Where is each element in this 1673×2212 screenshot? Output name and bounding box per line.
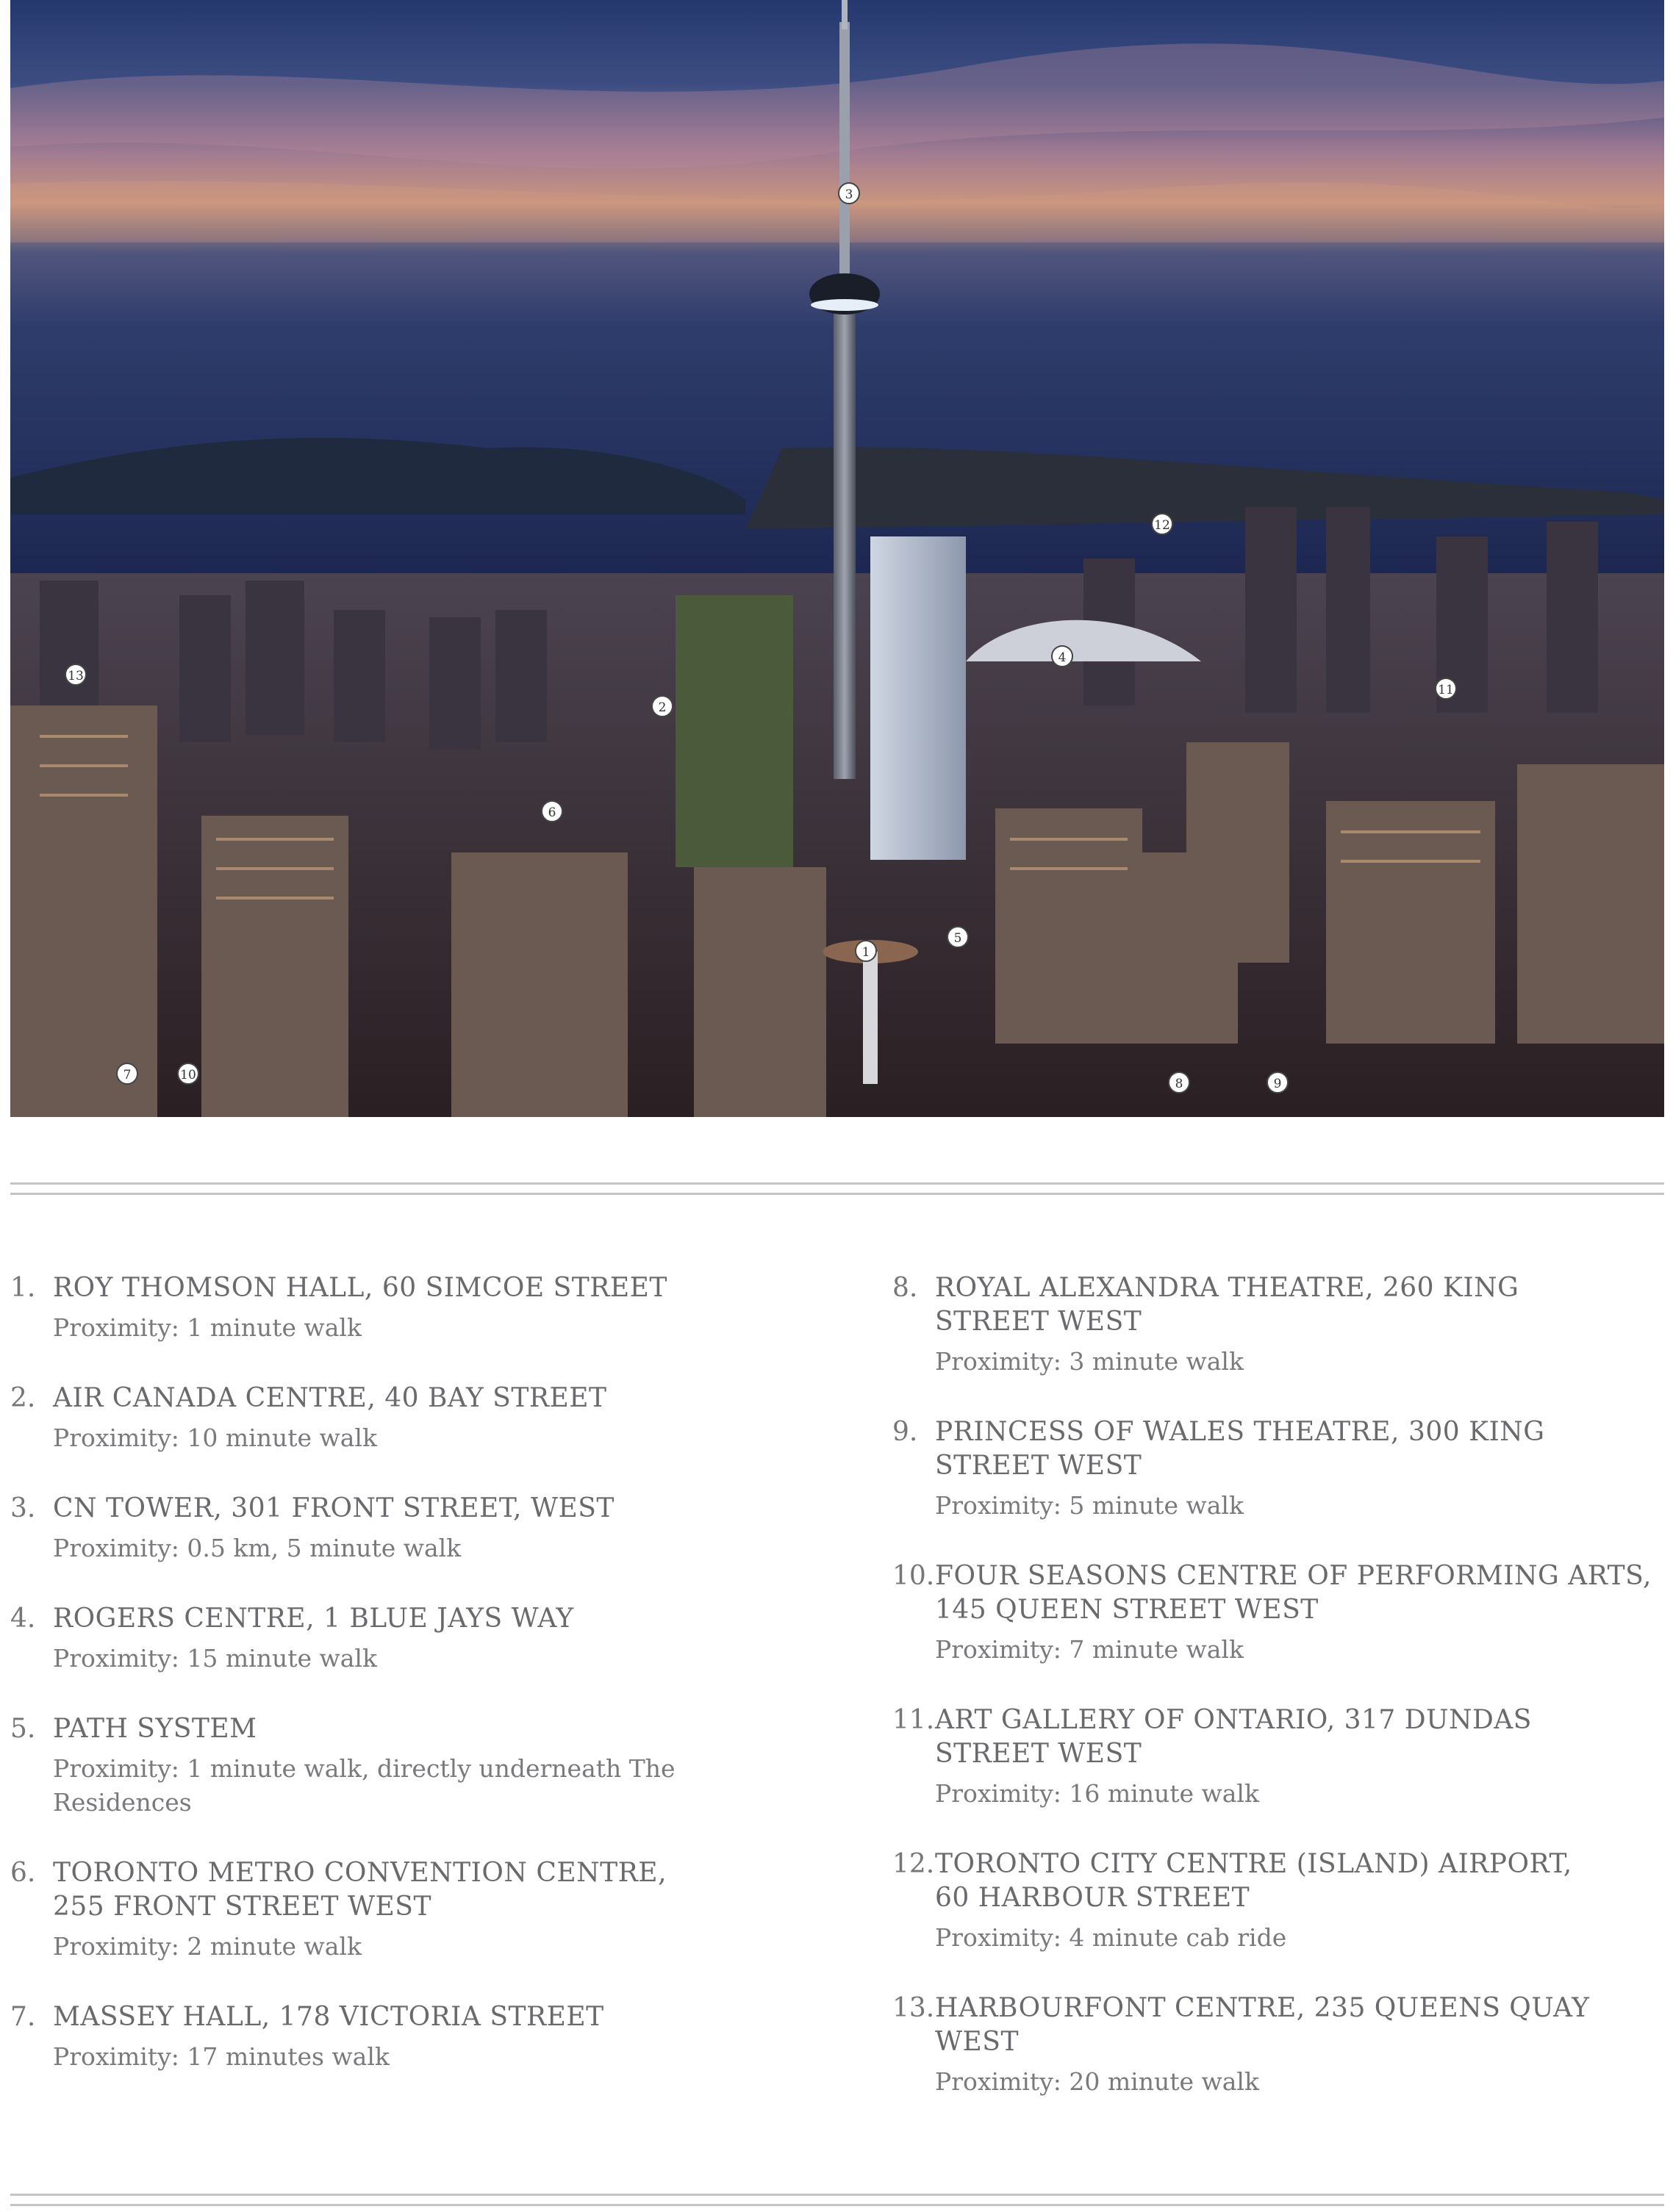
location-proximity: Proximity: 17 minutes walk bbox=[53, 2042, 390, 2071]
location-item-1 bbox=[10, 1271, 819, 1345]
location-item-9 bbox=[892, 1415, 1664, 1523]
map-marker-5: 5 bbox=[947, 926, 969, 948]
location-proximity: Proximity: 2 minute walk bbox=[53, 1932, 362, 1961]
location-number: 3. bbox=[10, 1493, 36, 1523]
skyline-photo bbox=[10, 0, 1664, 1117]
location-number: 7. bbox=[10, 2002, 36, 2032]
location-number: 10. bbox=[892, 1561, 935, 1591]
location-number: 12. bbox=[892, 1849, 935, 1879]
location-proximity: Proximity: 15 minute walk bbox=[53, 1644, 377, 1673]
map-marker-11: 11 bbox=[1435, 678, 1457, 700]
location-name: ROGERS CENTRE, 1 BLUE JAYS WAY bbox=[53, 1604, 574, 1634]
map-marker-7: 7 bbox=[116, 1063, 138, 1085]
location-name: ART GALLERY OF ONTARIO, 317 DUNDAS bbox=[935, 1705, 1532, 1735]
location-number: 4. bbox=[10, 1604, 36, 1634]
skyline-illustration bbox=[10, 0, 1664, 1117]
location-item-8 bbox=[892, 1271, 1664, 1379]
divider-bottom-1 bbox=[10, 2194, 1664, 2196]
location-item-6 bbox=[10, 1856, 819, 1964]
location-item-12 bbox=[892, 1847, 1664, 1955]
location-proximity: Proximity: 20 minute walk bbox=[935, 2067, 1259, 2096]
location-proximity: Proximity: 3 minute walk bbox=[935, 1347, 1244, 1376]
location-item-7 bbox=[10, 2000, 819, 2074]
map-marker-9: 9 bbox=[1267, 1071, 1289, 1094]
location-number: 6. bbox=[10, 1858, 36, 1888]
location-number: 5. bbox=[10, 1714, 36, 1744]
location-proximity: Proximity: 0.5 km, 5 minute walk bbox=[53, 1534, 462, 1562]
map-marker-8: 8 bbox=[1168, 1071, 1190, 1094]
location-item-11 bbox=[892, 1703, 1664, 1811]
divider-top-1 bbox=[10, 1182, 1664, 1185]
map-marker-1: 1 bbox=[855, 940, 877, 962]
location-name: MASSEY HALL, 178 VICTORIA STREET bbox=[53, 2002, 604, 2032]
divider-top-2 bbox=[10, 1193, 1664, 1195]
location-name: HARBOURFONT CENTRE, 235 QUEENS QUAY WEST bbox=[935, 1993, 1590, 2057]
map-marker-3: 3 bbox=[838, 182, 860, 204]
location-proximity: Proximity: 4 minute cab ride bbox=[935, 1923, 1287, 1952]
location-proximity: Proximity: 5 minute walk bbox=[935, 1491, 1244, 1520]
location-name-line2: 145 QUEEN STREET WEST bbox=[935, 1595, 1319, 1625]
location-number: 11. bbox=[892, 1705, 935, 1735]
location-proximity: Proximity: 16 minute walk bbox=[935, 1779, 1259, 1808]
location-name: ROY THOMSON HALL, 60 SIMCOE STREET bbox=[53, 1273, 667, 1303]
location-name: ROYAL ALEXANDRA THEATRE, 260 KING bbox=[935, 1273, 1519, 1303]
location-name: TORONTO CITY CENTRE (ISLAND) AIRPORT, bbox=[935, 1849, 1572, 1879]
location-name-line2: 255 FRONT STREET WEST bbox=[53, 1892, 431, 1922]
location-number: 1. bbox=[10, 1273, 36, 1303]
location-number: 2. bbox=[10, 1383, 36, 1413]
map-marker-4: 4 bbox=[1051, 645, 1073, 667]
location-proximity: Proximity: 10 minute walk bbox=[53, 1423, 377, 1452]
divider-bottom-2 bbox=[10, 2204, 1664, 2206]
location-name-line2: 60 HARBOUR STREET bbox=[935, 1883, 1250, 1913]
location-name-line2: STREET WEST bbox=[935, 1739, 1142, 1769]
location-proximity: Proximity: 1 minute walk, directly underneath The Residences bbox=[53, 1754, 676, 1817]
location-name: PATH SYSTEM bbox=[53, 1714, 257, 1744]
map-marker-13: 13 bbox=[65, 664, 87, 686]
location-proximity: Proximity: 7 minute walk bbox=[935, 1635, 1244, 1664]
location-item-10 bbox=[892, 1559, 1664, 1667]
location-number: 13. bbox=[892, 1993, 935, 2023]
locations-list-right bbox=[892, 1271, 1664, 2136]
location-name: CN TOWER, 301 FRONT STREET, WEST bbox=[53, 1493, 615, 1523]
map-marker-6: 6 bbox=[541, 800, 563, 822]
locations-list-left bbox=[10, 1271, 819, 2111]
location-item-13 bbox=[892, 1992, 1664, 2099]
map-marker-12: 12 bbox=[1151, 513, 1173, 535]
location-name: PRINCESS OF WALES THEATRE, 300 KING bbox=[935, 1417, 1545, 1447]
location-number: 8. bbox=[892, 1273, 918, 1303]
location-item-5 bbox=[10, 1712, 819, 1820]
location-item-2 bbox=[10, 1382, 819, 1455]
location-item-4 bbox=[10, 1602, 819, 1676]
map-marker-10: 10 bbox=[177, 1063, 199, 1085]
location-name-line2: STREET WEST bbox=[935, 1307, 1142, 1337]
location-item-3 bbox=[10, 1492, 819, 1565]
location-name: TORONTO METRO CONVENTION CENTRE, bbox=[53, 1858, 667, 1888]
location-number: 9. bbox=[892, 1417, 918, 1447]
location-name-line2: STREET WEST bbox=[935, 1451, 1142, 1481]
location-name: AIR CANADA CENTRE, 40 BAY STREET bbox=[53, 1383, 607, 1413]
location-proximity: Proximity: 1 minute walk bbox=[53, 1313, 362, 1342]
location-name: FOUR SEASONS CENTRE OF PERFORMING ARTS, bbox=[935, 1561, 1652, 1591]
map-marker-2: 2 bbox=[651, 695, 673, 717]
